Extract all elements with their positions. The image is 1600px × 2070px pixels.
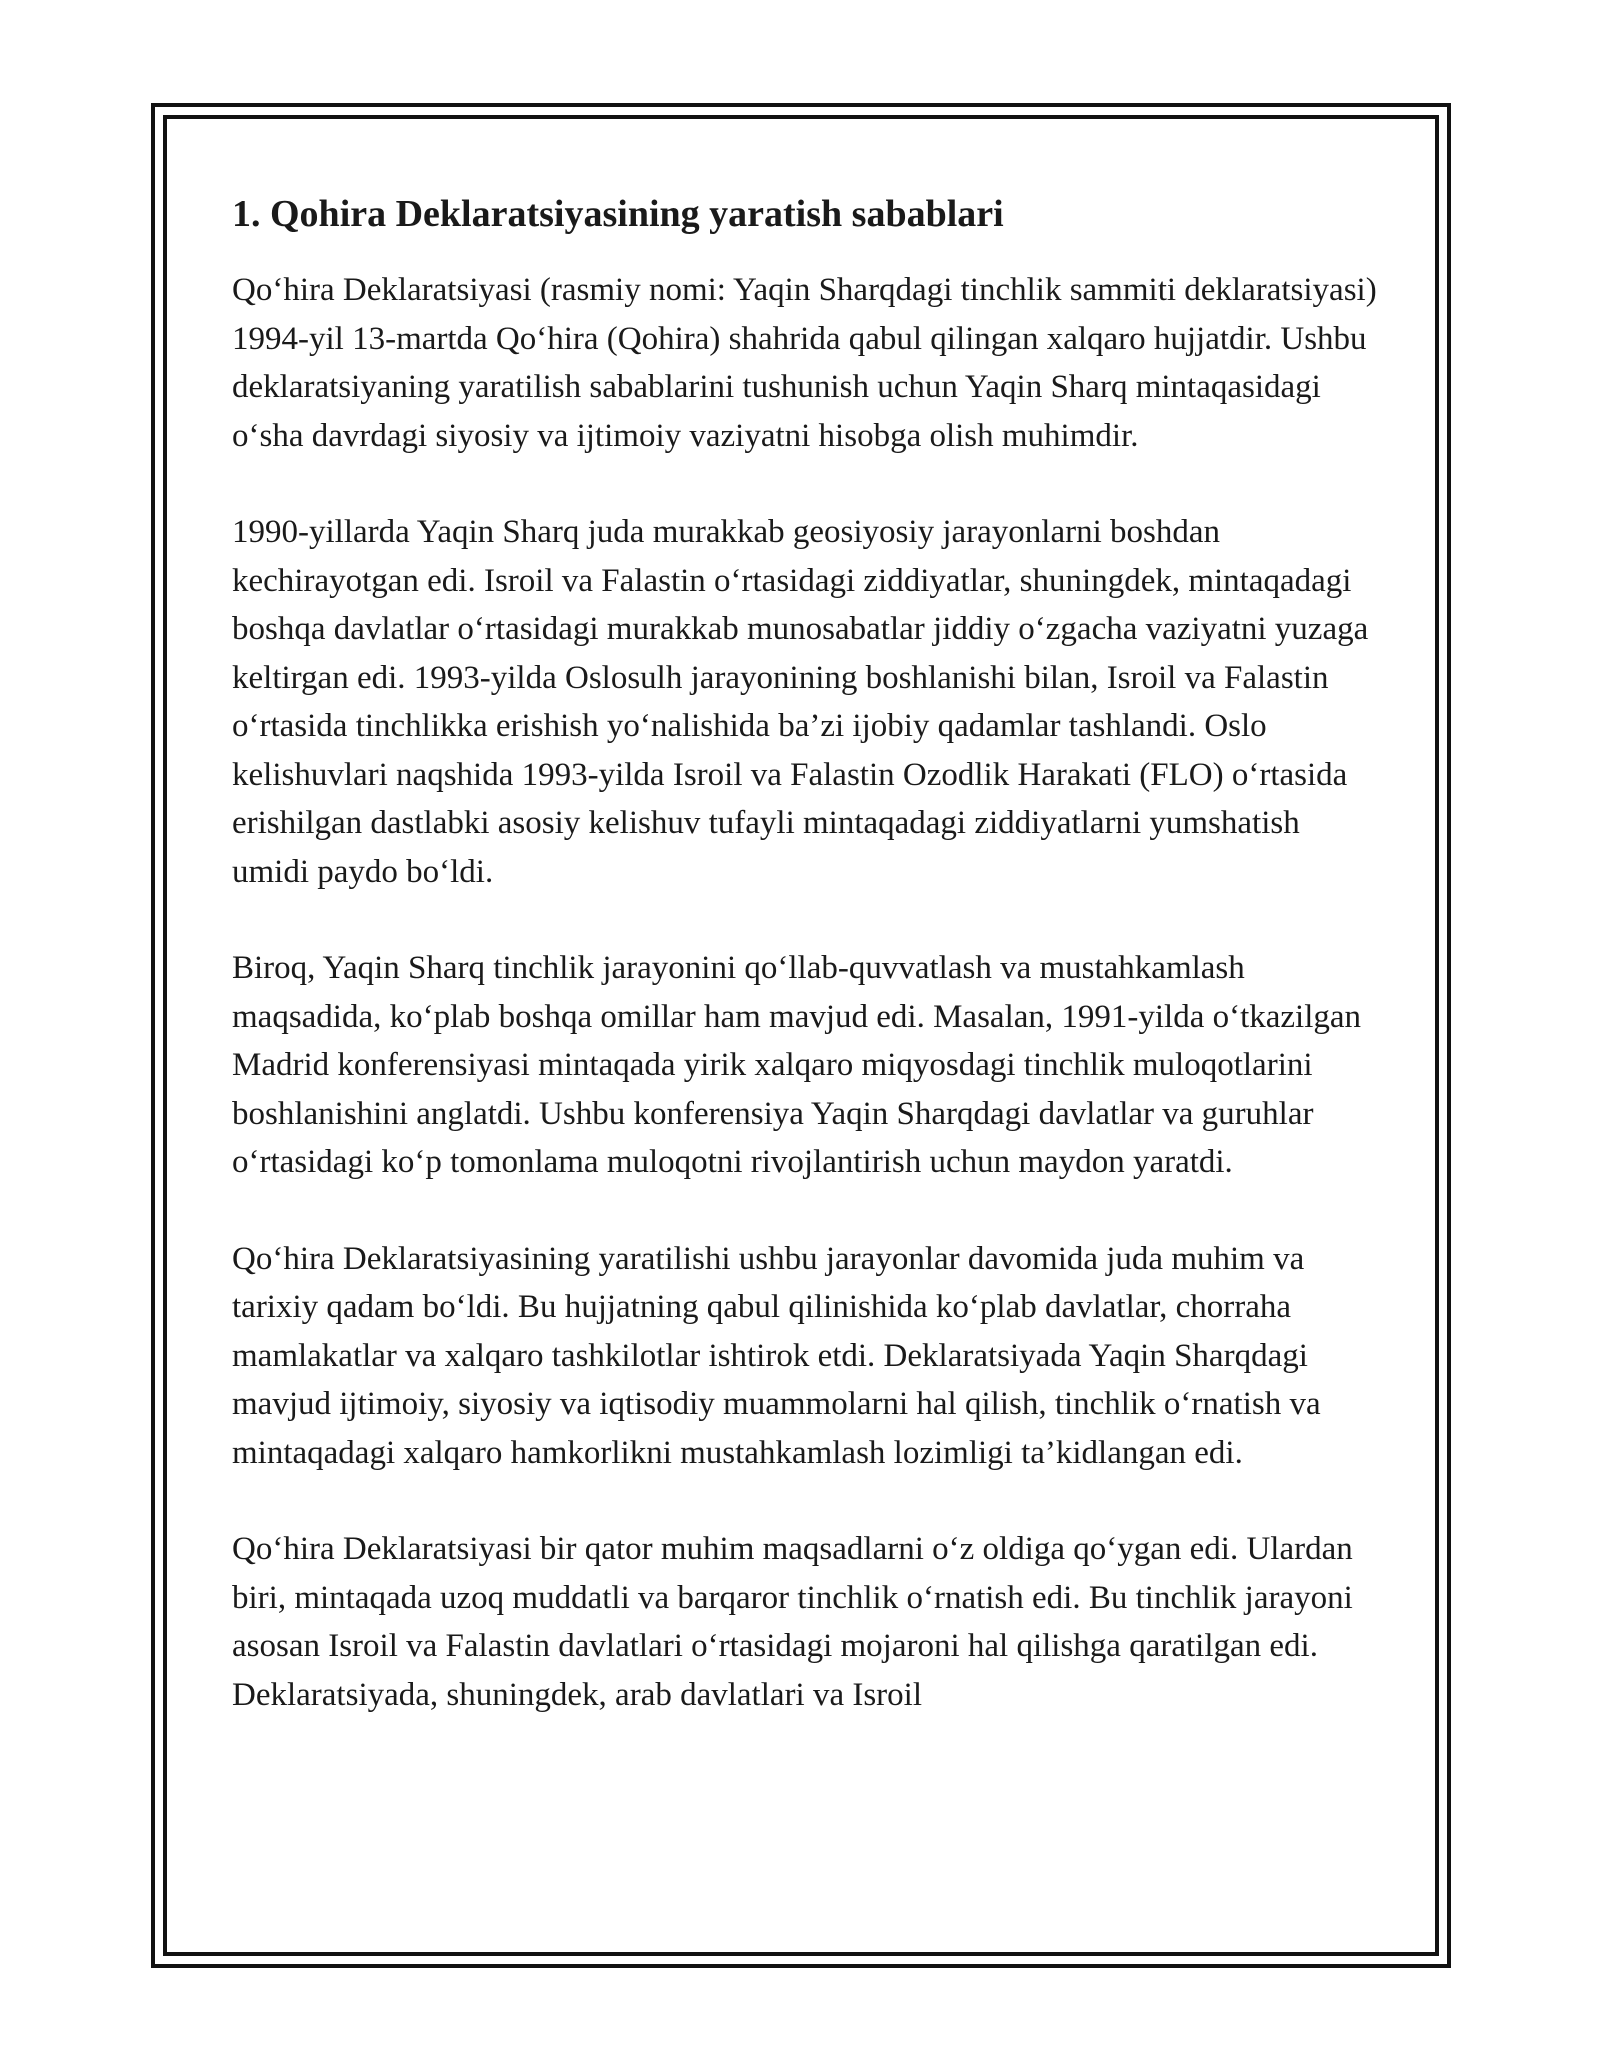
document-body — [232, 188, 1382, 1719]
paragraph-5: Qo‘hira Deklaratsiyasi bir qator muhim maqsadlarni o‘z oldiga qo‘ygan edi. Ulardan biri, mintaqada uzoq muddatli va barqaror tinchlik o‘rnatish edi. Bu tinchlik jarayoni asosan Isroil va Falastin davlatlari o‘rtasidagi mojaroni hal qilishga qaratilgan edi. Deklaratsiyada, shuningdek, arab davlatlari va Isroil — [232, 1531, 1353, 1713]
paragraph-4: Qo‘hira Deklaratsiyasining yaratilishi ushbu jarayonlar davomida juda muhim va tarixiy qadam bo‘ldi. Bu hujjatning qabul qilinishida ko‘plab davlatlar, chorraha mamlakatlar va xalqaro tashkilotlar ishtirok etdi. Deklaratsiyada Yaqin Sharqdagi mavjud ijtimoiy, siyosiy va iqtisodiy muammolarni hal qilish, tinchlik o‘rnatish va mintaqadagi xalqaro hamkorlikni mustahkamlash lozimligi ta’kidlangan edi. — [232, 1240, 1321, 1471]
paragraph-2: 1990-yillarda Yaqin Sharq juda murakkab geosiyosiy jarayonlarni boshdan kechirayotgan edi. Isroil va Falastin o‘rtasidagi ziddiyatlar, shuningdek, mintaqadagi boshqa davlatlar o‘rtasidagi murakkab munosabatlar jiddiy o‘zgacha vaziyatni yuzaga keltirgan edi. 1993-yilda Oslosulh jarayonining boshlanishi bilan, Isroil va Falastin o‘rtasida tinchlikka erishish yo‘nalishida ba’zi ijobiy qadamlar tashlandi. Oslo kelishuvlari naqshida 1993-yilda Isroil va Falastin Ozodlik Harakati (FLO) o‘rtasida erishilgan dastlabki asosiy kelishuv tufayli mintaqadagi ziddiyatlarni yumshatish umidi paydo bo‘ldi. — [232, 514, 1369, 890]
paragraph-1: Qo‘hira Deklaratsiyasi (rasmiy nomi: Yaqin Sharqdagi tinchlik sammiti deklaratsiyasi) 1994-yil 13-martda Qo‘hira (Qohira) shahrida qabul qilingan xalqaro hujjatdir. Ushbu deklaratsiyaning yaratilish sabablarini tushunish uchun Yaqin Sharq mintaqasidagi o‘sha davrdagi siyosiy va ijtimoiy vaziyatni hisobga olish muhimdir. — [232, 272, 1377, 454]
paragraph-3: Biroq, Yaqin Sharq tinchlik jarayonini qo‘llab-quvvatlash va mustahkamlash maqsadida, ko‘plab boshqa omillar ham mavjud edi. Masalan, 1991-yilda o‘tkazilgan Madrid konferensiyasi mintaqada yirik xalqaro miqyosdagi tinchlik muloqotlarini boshlanishini anglatdi. Ushbu konferensiya Yaqin Sharqdagi davlatlar va guruhlar o‘rtasidagi ko‘p tomonlama muloqotni rivojlantirish uchun maydon yaratdi. — [232, 950, 1362, 1180]
section-heading: 1. Qohira Deklaratsiyasining yaratish sabablari — [232, 193, 1004, 235]
